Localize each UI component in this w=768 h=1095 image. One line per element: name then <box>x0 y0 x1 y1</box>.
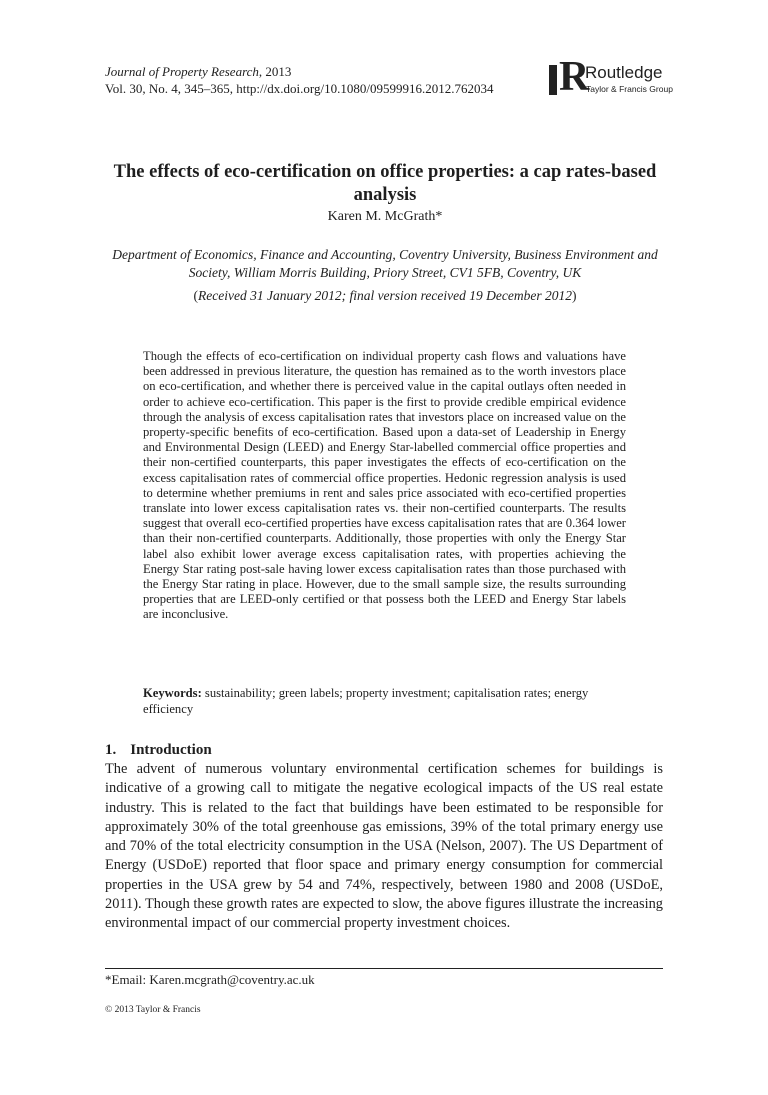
publisher-group: Taylor & Francis Group <box>586 84 673 94</box>
logo-side-bar-icon <box>549 65 557 95</box>
copyright: © 2013 Taylor & Francis <box>105 1005 201 1015</box>
introduction-body: The advent of numerous voluntary environmental certification schemes for buildings is indicative of a growing call to mitigate the negative ecological impacts of the US real estate industry. This is related to the fact that buildings have been estimated to be responsible for approximately 30% of the total greenhouse gas emissions, 39% of the total primary energy use and 70% of the total electricity consumption in the USA (Nelson, 2007). The US Department of Energy (USDoE) reported that floor space and primary energy consumption for commercial properties in the USA grew by 54 and 74%, respectively, between 1980 and 2008 (USDoE, 2011). Though these growth rates are expected to slow, the above figures illustrate the increasing environmental impact of our commercial property investment choices. <box>105 761 663 932</box>
article-title: The effects of eco-certification on office properties: a cap rates-based analysis <box>113 162 657 205</box>
paren-open: ( <box>193 288 198 303</box>
received-text: Received 31 January 2012; final version received 19 December 2012 <box>198 288 572 303</box>
paren-close: ) <box>572 288 577 303</box>
journal-year: , 2013 <box>258 64 292 79</box>
keywords <box>143 685 626 717</box>
publisher-logo <box>549 54 689 101</box>
author-email: *Email: Karen.mcgrath@coventry.ac.uk <box>105 972 315 987</box>
journal-line <box>105 63 493 80</box>
keywords-list: sustainability; green labels; property investment; capitalisation rates; energy efficiency <box>143 686 589 716</box>
received-dates <box>100 288 670 304</box>
publisher-name: Routledge <box>585 63 663 82</box>
section-heading <box>105 742 212 759</box>
abstract: Though the effects of eco-certification on individual property cash flows and valuations have been addressed in previous literature, the question has remained as to the worth investors place on eco-certification, and whether there is perceived value in the capital outlays often needed in order to achieve eco-certification. This paper is the first to provide credible empirical evidence through the analysis of excess capitalisation rates that investors place on increased value on the property-specific benefits of eco-certification. Based upon a data-set of Leadership in Energy and Environmental Design (LEED) and Energy Star-labelled commercial office properties and their non-certified counterparts, this paper investigates the effects of eco-certification on the excess capitalisation rates of commercial office properties. Hedonic regression analysis is used to determine whether premiums in rent and sales price associated with eco-certified properties translate into lower excess capitalisation rates vs. their non-certified counterparts. The results suggest that overall eco-certified properties have excess capitalisation rates that are 0.364 lower than their non-certified counterparts. Additionally, those properties with only the Energy Star label also exhibit lower average excess capitalisation rates, with properties achieving the Energy Star rating post-sale having lower excess capitalisation rates than those purchased with the Energy Star rating in place. However, due to the small sample size, the results surrounding properties that are LEED-only certified or that possess both the LEED and Energy Star labels are inconclusive. <box>143 349 626 622</box>
routledge-r-icon: R <box>559 54 590 100</box>
author: Karen M. McGrath* <box>327 209 443 224</box>
footnote-divider <box>105 968 663 969</box>
journal-header <box>105 63 493 97</box>
keywords-label: Keywords: <box>143 686 202 700</box>
journal-name: Journal of Property Research <box>105 64 259 79</box>
section-number: 1. <box>105 742 117 758</box>
affiliation: Department of Economics, Finance and Accounting, Coventry University, Business Environment and Society, William Morris Building, Priory Street, CV1 5FB, Coventry, UK <box>112 247 658 280</box>
citation: Vol. 30, No. 4, 345–365, http://dx.doi.org/10.1080/09599916.2012.762034 <box>105 81 494 96</box>
section-title: Introduction <box>130 742 212 758</box>
